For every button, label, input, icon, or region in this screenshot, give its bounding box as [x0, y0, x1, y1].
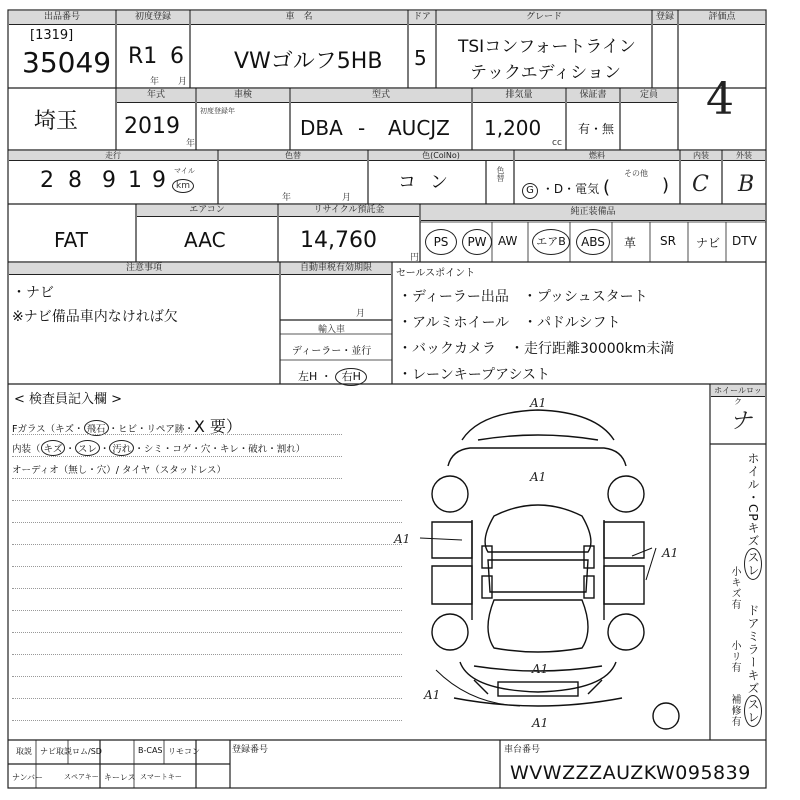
mileage-label: 走行: [105, 151, 121, 160]
sales-point-1: ・ディーラー出品 ・プッシュスタート: [398, 289, 648, 305]
equipment-sr: SR: [660, 234, 676, 248]
mileage-digit-5: 9: [152, 168, 166, 193]
dotted-line: [12, 632, 402, 633]
reg-label: 登録: [655, 12, 674, 22]
displacement-unit: cc: [552, 138, 562, 148]
equipment-airbag: エアB: [532, 229, 570, 255]
side-col1-small: 小キズ有: [729, 566, 740, 610]
region: 埼玉: [34, 109, 79, 134]
mileage-digit-4: 1: [128, 168, 142, 193]
mark-rear-left: A1: [424, 688, 441, 702]
sales-points-header: セールスポイント: [396, 268, 476, 279]
equipment-ps: PS: [425, 229, 457, 255]
interior-dirt: 汚れ: [109, 440, 134, 456]
dotted-line: [12, 676, 402, 677]
color-change-short: 色替: [496, 166, 505, 182]
lot-prefix: [1319]: [30, 28, 74, 43]
bottom-item-rom: ロム/SD: [72, 747, 102, 756]
fuel-close: ): [662, 175, 670, 196]
dotted-line: [12, 610, 402, 611]
recycle-unit: 円: [410, 253, 420, 263]
grade-label: グレード: [525, 12, 562, 22]
glass-rest: ・ヒビ・リペア跡・: [108, 424, 194, 435]
equipment-abs: ABS: [576, 229, 610, 255]
equipment-navi: ナビ: [696, 236, 721, 250]
notes-header: 注意事項: [125, 263, 162, 273]
fuel-d: D: [553, 182, 564, 196]
bottom-item-spare-key: スペアキー: [64, 773, 99, 781]
car-name-label: 車 名: [285, 12, 313, 22]
glass-prefix: Fガラス（キズ・: [12, 424, 84, 435]
bottom-item-keyless: キーレス: [104, 773, 136, 782]
dotted-line: [12, 456, 342, 457]
dotted-line: [12, 698, 402, 699]
first-reg-year-unit: 年: [150, 77, 160, 87]
registration-header: 自動車税有効期限: [299, 263, 372, 273]
bottom-item-plate: ナンバー: [12, 773, 44, 782]
sales-point-4: ・レーンキープアシスト: [398, 367, 551, 383]
interior-sep-1: ・: [65, 444, 75, 455]
grade-line2: テックエディション: [470, 63, 621, 83]
side-col1-top: ホイル・CPキズ: [746, 452, 760, 548]
interior-scratch: キズ: [41, 440, 66, 456]
right-handle: 右H: [335, 368, 367, 386]
model-year-unit: 年: [186, 139, 196, 149]
dotted-line: [12, 544, 402, 545]
dotted-line: [12, 566, 402, 567]
mark-right-side: A1: [662, 546, 679, 560]
model-prefix: DBA: [300, 116, 343, 140]
car-name: VWゴルフ5HB: [234, 49, 383, 74]
interior-prefix: 内装（: [12, 444, 41, 455]
mark-left-front: A1: [394, 532, 411, 546]
mark-front-roof: A1: [530, 470, 547, 484]
score-label: 評価点: [708, 12, 736, 22]
lot-label: 出品番号: [43, 12, 80, 22]
import-header: 輸入車: [318, 325, 346, 335]
interior-label: 内装: [693, 151, 709, 160]
aircon-left: FAT: [54, 228, 89, 252]
equipment-label: 純正装備品: [570, 207, 616, 217]
bottom-item-smart-key: スマートキー: [140, 773, 182, 781]
sales-point-3: ・バックカメラ ・走行距離30000km未満: [398, 341, 675, 357]
mark-rear-roof: A1: [532, 662, 549, 676]
displacement-value: 1,200: [484, 116, 542, 140]
side-col2-top: ドアミラーキズ: [746, 604, 760, 695]
first-reg-era: R1: [128, 44, 158, 69]
model-year: 2019: [124, 114, 180, 139]
mileage-unit-km: km: [172, 179, 194, 193]
exterior-grade: B: [738, 172, 755, 197]
side-col3: 補修有: [729, 694, 740, 727]
mileage-unit-mile: マイル: [174, 167, 195, 175]
mark-rear: A1: [532, 716, 549, 730]
fuel-sep-2: ・: [563, 182, 576, 196]
notes-line-1: ・ナビ: [12, 285, 54, 301]
lot-number: 35049: [22, 46, 112, 79]
color-label: 色(ColNo): [422, 151, 460, 160]
side-col1-rub: スレ: [744, 548, 762, 580]
dotted-line: [12, 654, 402, 655]
fuel-g: G: [522, 183, 538, 199]
color-change-month: 月: [342, 193, 352, 203]
guarantee-label: 保証書: [579, 90, 607, 100]
reg-number-label: 登録番号: [232, 745, 269, 755]
color-change-label: 色替: [285, 151, 301, 160]
first-reg-month: 6: [170, 44, 184, 69]
vin-label: 車台番号: [504, 745, 541, 755]
color-change-year: 年: [282, 193, 292, 203]
exterior-label: 外装: [736, 151, 752, 160]
left-handle: 左H: [298, 370, 318, 383]
handle-sep: ・: [320, 370, 332, 383]
registration-month: 月: [356, 309, 366, 319]
sales-point-2: ・アルミホイール ・パドルシフト: [398, 315, 621, 331]
audio-tire-line: オーディオ（無し・穴）/ タイヤ（スタッドレス）: [12, 465, 226, 476]
wheel-lock-mark: ナ: [730, 409, 753, 434]
recycle-amount: 14,760: [300, 228, 377, 253]
guarantee-opts: 有・無: [578, 122, 615, 136]
dealer-parallel: ディーラー・並行: [292, 346, 372, 357]
mark-front: A1: [530, 396, 547, 410]
capacity-label: 定員: [639, 90, 658, 100]
side-col2-small: 小リ有: [729, 640, 740, 673]
model-code: AUCJZ: [388, 116, 450, 140]
model-year-label: 年式: [146, 90, 165, 100]
interior-rub: スレ: [75, 440, 100, 456]
dotted-line: [12, 522, 402, 523]
mileage-digit-3: 9: [102, 168, 116, 193]
bottom-item-navi-manual: ナビ取説: [40, 747, 72, 756]
displacement-label: 排気量: [505, 90, 533, 100]
doors-label: ドア: [413, 12, 431, 22]
bottom-item-bcas: B-CAS: [138, 746, 163, 755]
score-value: 4: [706, 74, 734, 125]
mileage-digit-2: 8: [68, 168, 82, 193]
first-reg-label: 初度登録: [134, 12, 171, 22]
grade-line1: TSIコンフォートライン: [458, 37, 636, 57]
bottom-item-remote: リモコン: [168, 747, 200, 756]
wheel-lock-label: ホイールロック: [714, 386, 762, 406]
bottom-item-manual: 取説: [16, 747, 32, 756]
ac-label: エアコン: [189, 205, 225, 215]
fuel-elec: 電気: [575, 182, 600, 196]
dotted-line: [12, 500, 402, 501]
inspector-header: < 検査員記入欄 >: [14, 392, 123, 407]
aircon-right: AAC: [184, 228, 226, 252]
fuel-label: 燃料: [589, 151, 605, 160]
equipment-leather: 革: [624, 236, 637, 250]
model-label: 型式: [371, 90, 390, 100]
dotted-line: [12, 720, 402, 721]
fuel-open: (: [602, 177, 610, 198]
side-col2-rub: スレ: [744, 695, 762, 727]
model-dash: -: [358, 116, 366, 140]
vin-value: WVWZZZAUZKW095839: [510, 762, 751, 784]
equipment-aw: AW: [498, 234, 518, 248]
notes-line-2: ※ナビ備品車内なければ欠: [12, 309, 178, 325]
glass-chip: 飛石: [84, 420, 109, 436]
mileage-digit-1: 2: [40, 168, 54, 193]
model-year-note: 初度登録年: [200, 107, 235, 115]
dotted-line: [12, 588, 402, 589]
glass-mark: X 要）: [193, 417, 242, 436]
shift-value: コン: [398, 172, 462, 193]
doors-value: 5: [414, 46, 427, 70]
equipment-pw: PW: [462, 229, 492, 255]
dotted-line: [12, 478, 342, 479]
fuel-other: その他: [624, 169, 648, 178]
interior-rest: ・シミ・コゲ・穴・キレ・破れ・割れ）: [134, 444, 306, 455]
first-reg-month-unit: 月: [178, 77, 188, 87]
interior-sep-2: ・: [99, 444, 110, 455]
interior-grade: C: [692, 172, 709, 197]
inspection-label: 車検: [233, 90, 252, 100]
recycle-label: リサイクル預託金: [313, 205, 385, 215]
dotted-line: [12, 434, 342, 435]
equipment-dtv: DTV: [732, 234, 757, 248]
car-diagram: [432, 410, 679, 729]
fuel-sep-1: ・: [541, 182, 554, 196]
